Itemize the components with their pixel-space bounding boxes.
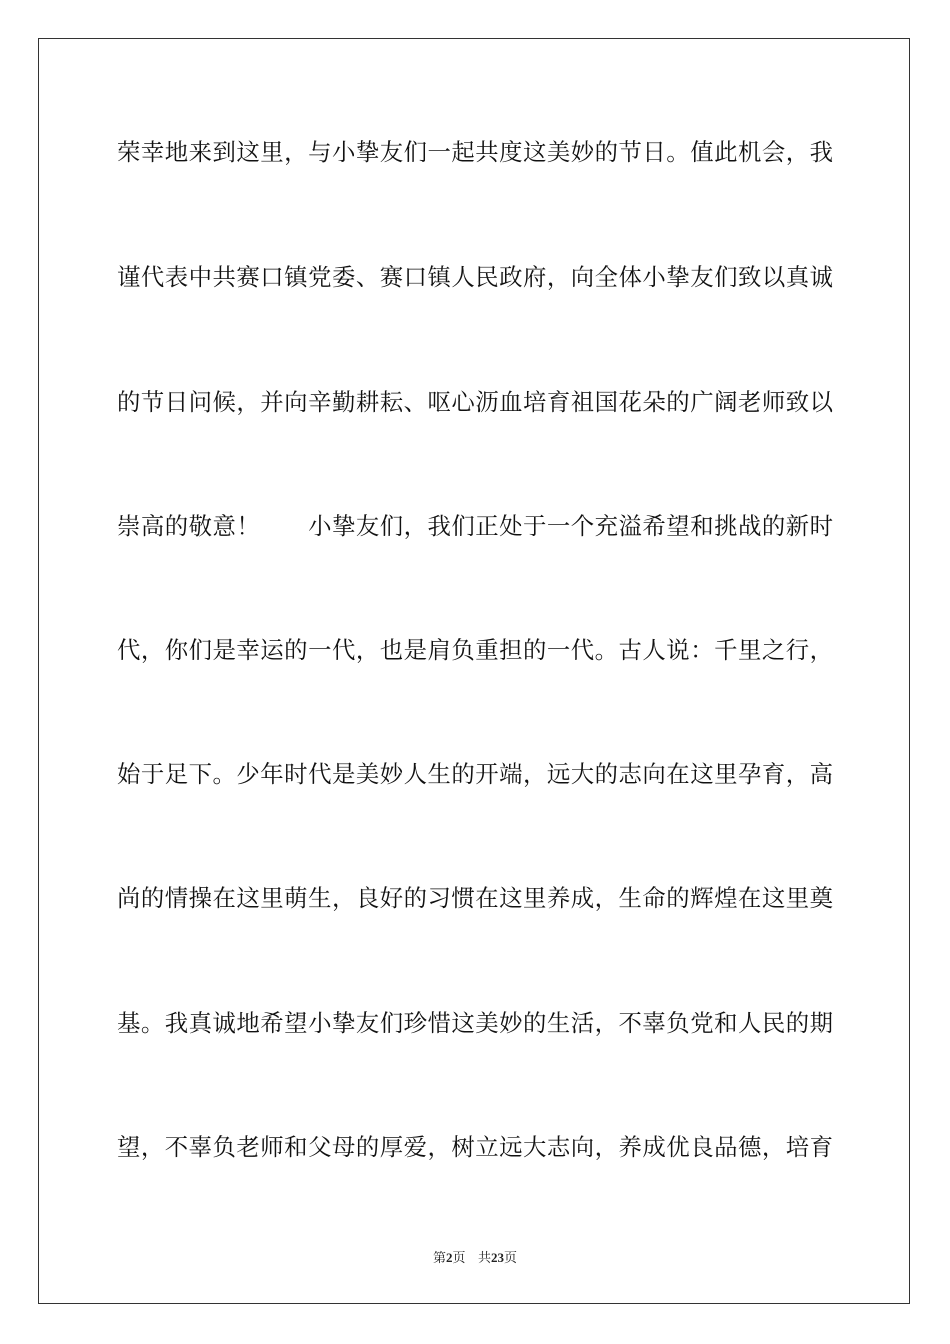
body-text-line-3: 的节日问候，并向辛勤耕耘、呕心沥血培育祖国花朵的广阔老师致以: [117, 388, 833, 416]
page-suffix: 页: [452, 1251, 466, 1266]
body-text-line-1: 荣幸地来到这里，与小挚友们一起共度这美妙的节日。值此机会，我: [117, 138, 833, 166]
body-text-line-2: 谨代表中共赛口镇党委、赛口镇人民政府，向全体小挚友们致以真诚: [117, 263, 833, 291]
page-footer: [0, 1247, 950, 1266]
body-text-line-5: 代，你们是幸运的一代，也是肩负重担的一代。古人说：千里之行，: [117, 636, 833, 664]
page-number: 2: [446, 1250, 453, 1265]
body-text-line-6: 始于足下。少年时代是美妙人生的开端，远大的志向在这里孕育，高: [117, 760, 833, 788]
body-text-line-7: 尚的情操在这里萌生，良好的习惯在这里养成，生命的辉煌在这里奠: [117, 884, 833, 912]
body-text-line-8: 基。我真诚地希望小挚友们珍惜这美妙的生活，不辜负党和人民的期: [117, 1009, 833, 1037]
body-text-line-4: 崇高的敬意！ 小挚友们，我们正处于一个充溢希望和挑战的新时: [117, 512, 833, 540]
total-suffix: 页: [503, 1251, 517, 1266]
body-text-line-9: 望，不辜负老师和父母的厚爱，树立远大志向，养成优良品德，培育: [117, 1133, 833, 1161]
page-border: [38, 38, 910, 1304]
total-pages: 23: [490, 1250, 504, 1265]
total-prefix: 共: [477, 1251, 491, 1266]
page-prefix: 第: [433, 1251, 447, 1266]
